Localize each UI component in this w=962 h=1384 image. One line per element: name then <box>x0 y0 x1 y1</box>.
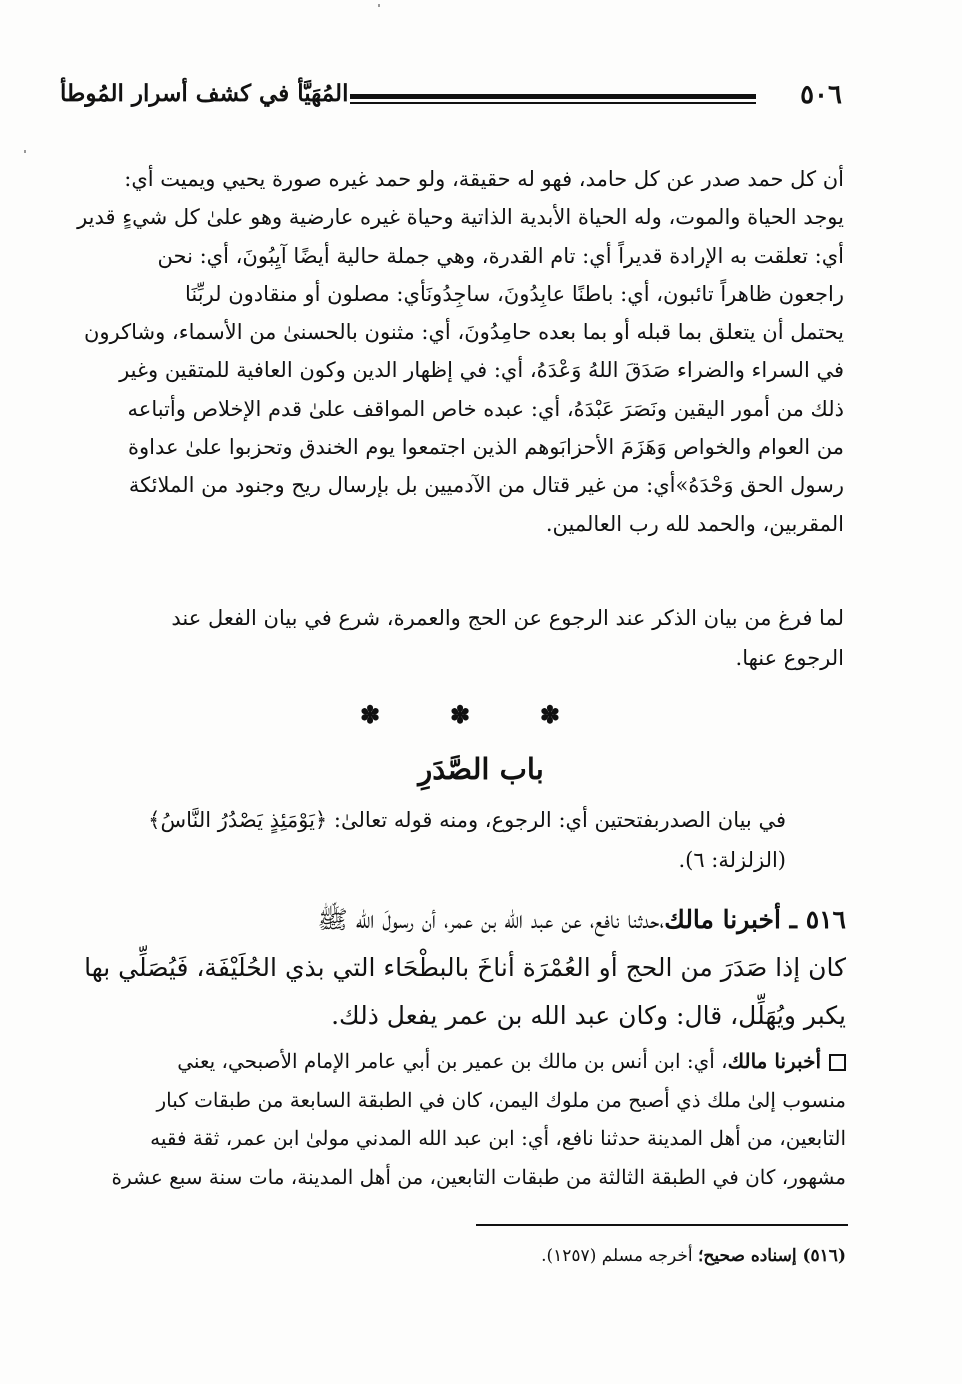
hadith-text <box>74 896 846 1040</box>
section-separator <box>360 700 560 730</box>
page-number: ٥٠٦ <box>800 80 842 110</box>
commentary-lead: أخبرنا مالك <box>727 1049 821 1073</box>
text-line: الرجوع عنها. <box>735 646 844 670</box>
text-line: راجعون ظاهراً تائبون، أي: باطنًا عابِدُونَ، ساجِدُونَأي: مصلون أو منقادون لربِّنَا <box>184 281 844 306</box>
text-line: المقربين، والحمد لله رب العالمين. <box>545 511 844 536</box>
text-line: رسول الحق وَحْدَهُ»أي: من غير قتال من الآدميين بل بإرسال ريح وجنود من الملائكة <box>128 473 844 498</box>
header-rule-thick <box>350 94 756 99</box>
text-line: أي: تعلقت به الإرادة قديراً أي: تام القدرة، وهي جملة حالية أيضًا آيِبُونَ، أي: نحن <box>157 243 844 268</box>
header-rule-thin <box>350 102 756 104</box>
text-line: أن كل حمد صدر عن كل حامد، فهو له حقيقة، ولو حمد غيره صورة يحيي ويميت أي: <box>124 167 844 191</box>
commentary-line: مشهور، كان في الطبقة الثالثة من طبقات التابعين، من أهل المدينة، مات سنة سبع عشرة <box>111 1164 846 1189</box>
commentary-line <box>80 1042 846 1081</box>
commentary-paragraph-1 <box>74 160 844 543</box>
footnote-rule <box>476 1224 848 1226</box>
hadith-line <box>74 896 846 944</box>
hadith-line: كان إذا صَدَرَ من الحج أو العُمْرَة أناخَ بالبطْحَاء التي بذي الحُلَيْفَة، فَيُصَلِّي بها <box>84 953 846 982</box>
footnote-text: أخرجه مسلم (١٢٥٧). <box>541 1246 698 1266</box>
text-line: في السراء والضراء صَدَقَ اللهُ وَعْدَهُ، أي: في إظهار الدين وكون العافية للمتقين وغير <box>119 358 844 383</box>
chapter-title: باب الصَّدَرِ <box>418 752 544 786</box>
hadith-line: يكبر ويُهَلِّل، قال: وكان عبد الله بن عمر يفعل ذلك. <box>331 1001 846 1030</box>
separator-star: ✽ <box>449 700 471 729</box>
text-line: يحتمل أن يتعلق بما قبله أو بما بعده حامِدُونَ، أي: مثنون بالحسنىٰ من الأسماء، وشاكرون <box>83 320 844 345</box>
text-line: لما فرغ من بيان الذكر عند الرجوع عن الحج والعمرة، شرع في بيان الفعل عند <box>171 606 844 630</box>
commentary-line: التابعين، من أهل المدينة حدثنا نافع، أي: ابن عبد الله المدني مولىٰ ابن عمر، ثقة فقيه <box>150 1126 846 1150</box>
text-line: في بيان الصدربفتحتين أي: الرجوع، ومنه قوله تعالىٰ: ﴿يَوْمَئِذٍ يَصْدُرُ النَّاسُ﴾ <box>148 808 786 832</box>
separator-star: ✽ <box>539 700 560 729</box>
text-line: ذلك من أمور اليقين ونَصَرَ عَبْدَهُ، أي: عبده خاص المواقف علىٰ قدم الإخلاص وأتباعه <box>127 396 844 421</box>
page-header <box>60 78 842 122</box>
footnote-lead: (٥١٦) إسناده صحيح؛ <box>697 1246 846 1266</box>
scan-speck <box>378 4 380 7</box>
text-line: يوجد الحياة والموت، وله الحياة الأبدية الذاتية وحياة غيره عارضية وهو علىٰ كل شيءٍ قدير <box>77 205 844 230</box>
hadith-text-span: ،حدثنا نافع، عن عبد الله بن عمر، أن رسولَ الله ﷺ <box>317 905 665 934</box>
square-bullet-icon <box>829 1054 846 1071</box>
commentary-text-span: ، أي: ابن أنس بن مالك بن عمير بن أبي عامر الإمام الأصبحي، يعني <box>177 1049 728 1073</box>
hadith-commentary <box>80 1042 846 1196</box>
hadith-number: ٥١٦ ـ أخبرنا مالك <box>664 905 846 934</box>
scan-speck <box>24 150 26 153</box>
chapter-intro <box>74 800 786 880</box>
text-line: (الزلزلة: ٦). <box>678 848 786 872</box>
footnote <box>300 1246 846 1266</box>
commentary-paragraph-2 <box>74 598 844 678</box>
separator-star: ✽ <box>360 700 381 729</box>
commentary-line: منسوب إلىٰ ملك ذي أصبح من ملوك اليمن، كان في الطبقة السابعة من طبقات كبار <box>156 1087 846 1112</box>
book-title: المُهَيَّأ في كشف أسرار المُوطأ <box>60 80 349 107</box>
text-line: من العوام والخواص وَهَزَمَ الأحزابَوهم الذين اجتمعوا يوم الخندق وتحزبوا علىٰ عداوة <box>128 435 844 460</box>
